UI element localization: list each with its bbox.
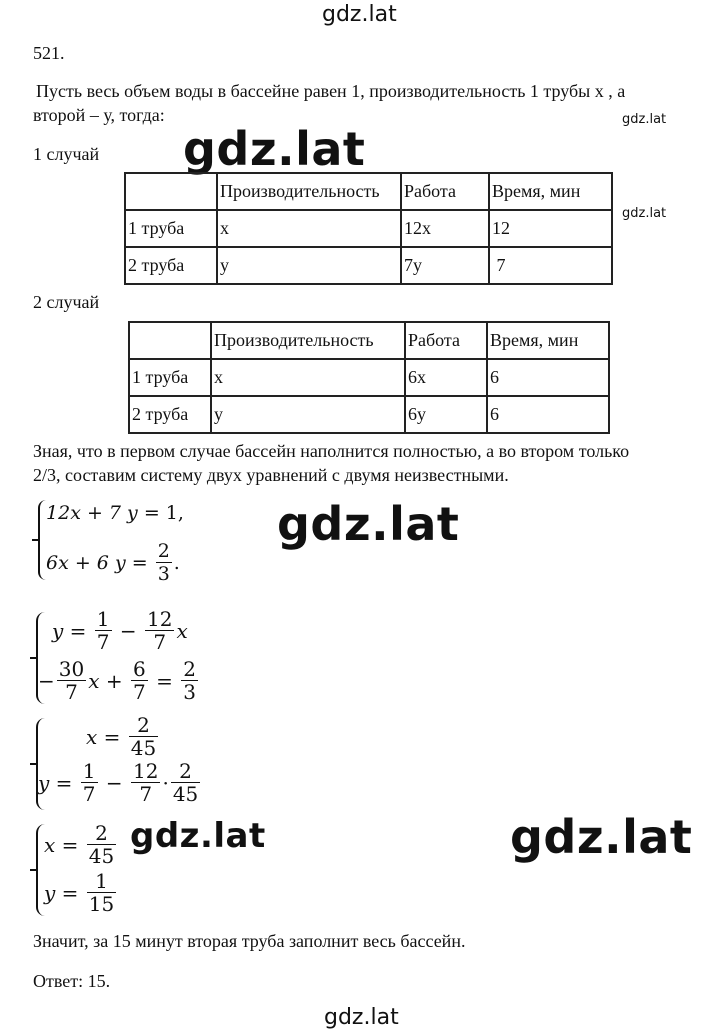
watermark-small-2: gdz.lat — [622, 206, 667, 221]
table-row — [125, 210, 612, 247]
table-cell: 6y — [405, 396, 487, 433]
table-cell — [129, 322, 211, 359]
table-header-row — [125, 173, 612, 210]
table-cell: 7y — [401, 247, 489, 284]
table-cell: 6 — [487, 359, 609, 396]
table-cell: Время, мин — [489, 173, 612, 210]
equation-clipped: y = $\frac{1}{7}$ − $\frac{12}{7}$ · $\frac{2}{45}$ — [38, 760, 199, 806]
equation: y = $\frac{1}{15}$ — [44, 869, 115, 916]
conclusion-text: Значит, за 15 минут вторая труба заполнит весь бассейн. — [33, 931, 466, 951]
case2-table — [128, 321, 610, 434]
problem-intro-line2: второй – у, тогда: — [33, 105, 165, 125]
table-row — [129, 396, 609, 433]
explanation-line1: Зная, что в первом случае бассейн наполнится полностью, а во втором только — [33, 441, 630, 461]
case1-label: 1 случай — [33, 144, 100, 164]
watermark-large-1: gdz.lat — [183, 122, 366, 176]
table-cell: x — [211, 359, 405, 396]
table-cell: 1 труба — [125, 210, 217, 247]
table-cell: 6x — [405, 359, 487, 396]
table-cell: Производительность — [217, 173, 401, 210]
case1-table — [124, 172, 613, 285]
table-cell: 1 труба — [129, 359, 211, 396]
table-row — [125, 247, 612, 284]
equation: x = $\frac{2}{45}$ — [86, 713, 157, 760]
table-header-row — [129, 322, 609, 359]
problem-intro-line1: Пусть весь объем воды в бассейне равен 1, производительность 1 трубы х , а — [36, 81, 626, 101]
watermark-small-1: gdz.lat — [622, 112, 667, 127]
equation: 12 x + 7 y = 1, — [46, 502, 184, 524]
table-cell: 2 труба — [125, 247, 217, 284]
table-cell: x — [217, 210, 401, 247]
problem-number: 521. — [33, 43, 65, 63]
equation: − $\frac{30}{7}$ x + $\frac{6}{7}$ = $\frac{2}{3}$ — [38, 657, 196, 704]
table-cell: 2 труба — [129, 396, 211, 433]
equation: y = $\frac{1}{7}$ − $\frac{12}{7}$ x — [52, 607, 188, 654]
case2-label: 2 случай — [33, 292, 100, 312]
table-cell — [125, 173, 217, 210]
table-cell: Производительность — [211, 322, 405, 359]
table-cell: 7 — [489, 247, 612, 284]
equation: x = $\frac{2}{45}$ — [44, 821, 115, 868]
table-cell: 12x — [401, 210, 489, 247]
equation: 6 x + 6 y = $\frac{2}{3}$ . — [46, 540, 180, 585]
watermark-large-2: gdz.lat — [277, 497, 460, 551]
table-cell: Работа — [405, 322, 487, 359]
watermark-bottom: gdz.lat — [324, 1005, 399, 1030]
table-cell: 12 — [489, 210, 612, 247]
table-cell: Время, мин — [487, 322, 609, 359]
system-brace — [38, 500, 46, 580]
watermark-large-3: gdz.lat — [510, 810, 693, 864]
watermark-medium: gdz.lat — [130, 816, 266, 856]
watermark-top: gdz.lat — [322, 2, 397, 27]
answer-text: Ответ: 15. — [33, 971, 111, 991]
table-cell: 6 — [487, 396, 609, 433]
table-cell: Работа — [401, 173, 489, 210]
explanation-line2: 2/3, составим систему двух уравнений с двумя неизвестными. — [33, 465, 509, 485]
table-cell: y — [211, 396, 405, 433]
table-row — [129, 359, 609, 396]
table-cell: y — [217, 247, 401, 284]
